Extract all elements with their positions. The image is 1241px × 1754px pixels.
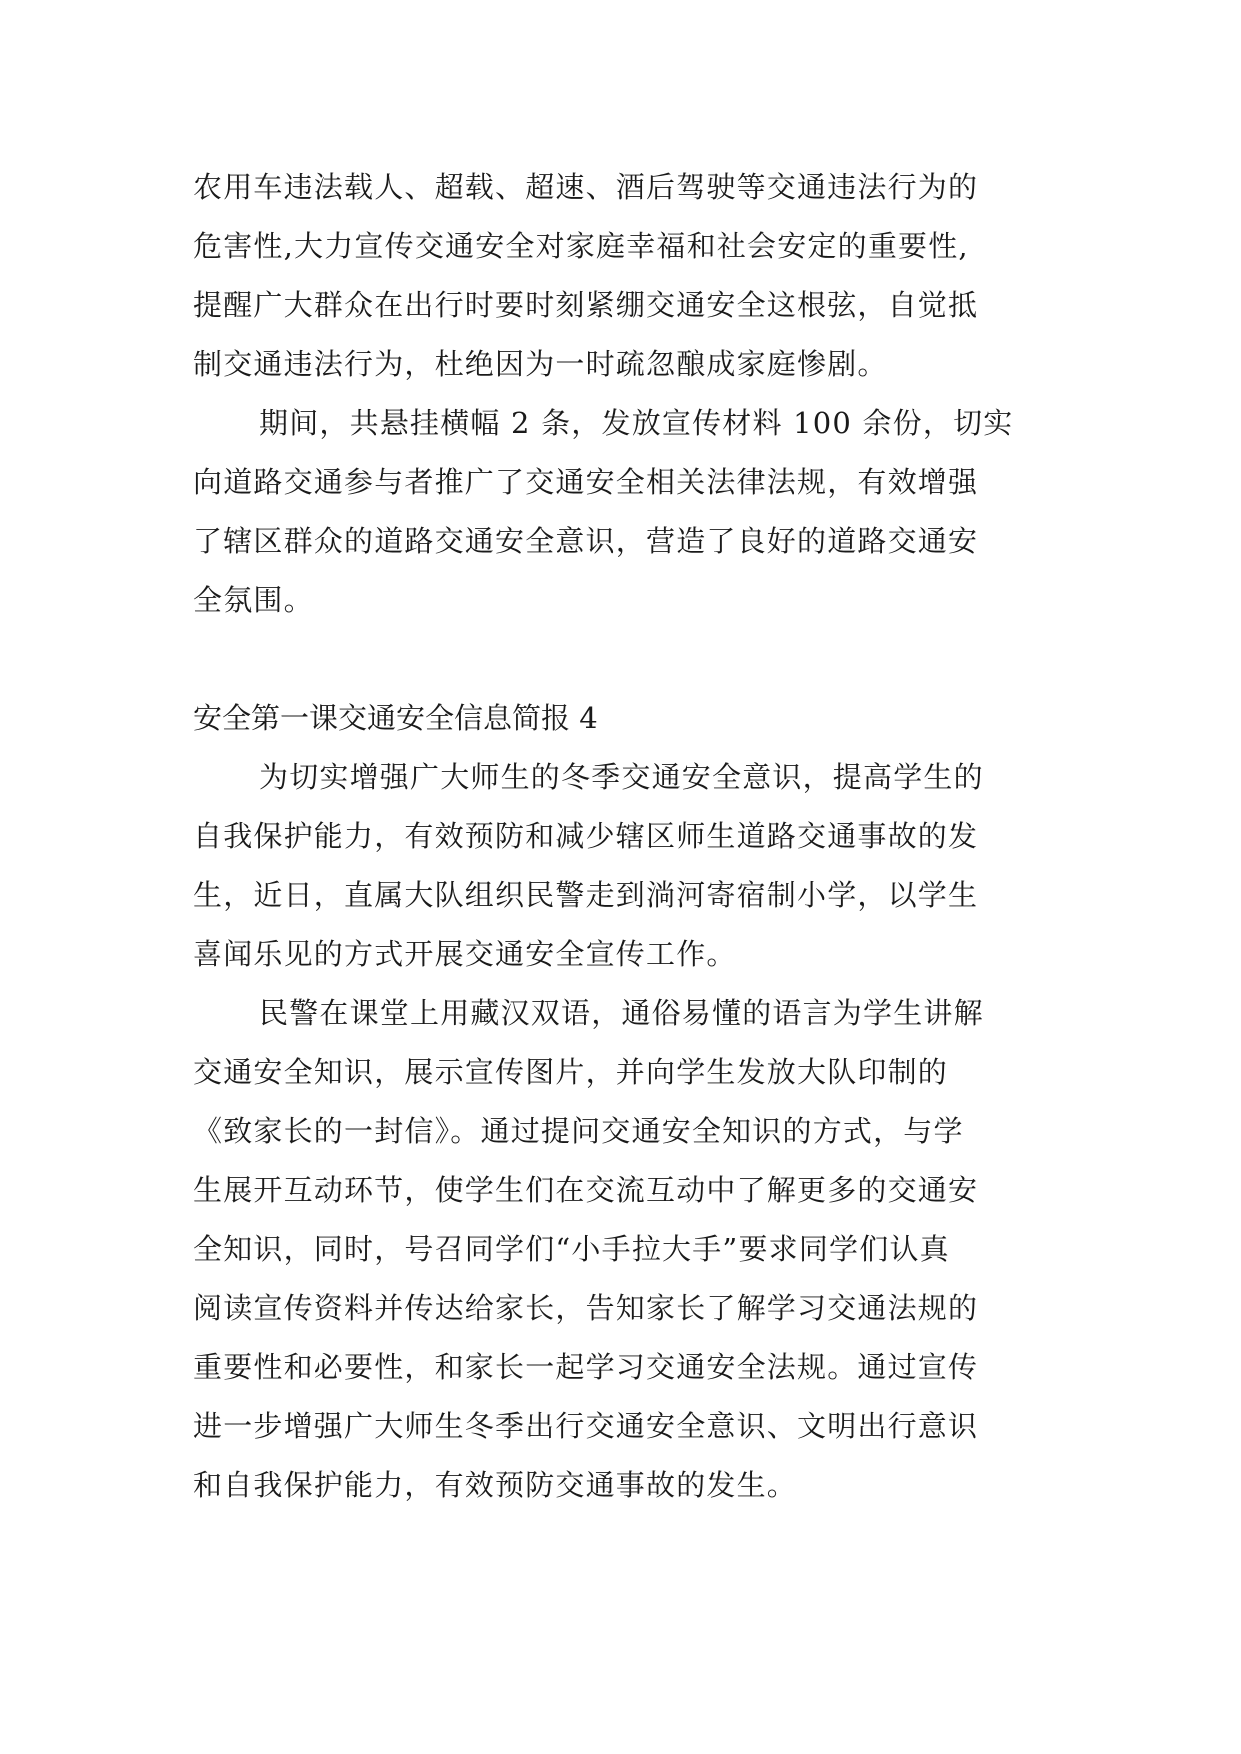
paragraph-continued — [193, 158, 1073, 394]
text-line: 向道路交通参与者推广了交通安全相关法律法规，有效增强 — [193, 465, 979, 499]
text-line: 《致家长的一封信》。通过提问交通安全知识的方式，与学 — [193, 1114, 964, 1148]
text-line: 期间，共悬挂横幅 2 条，发放宣传材料 100 余份，切实 — [259, 406, 1014, 440]
text-line: 为切实增强广大师生的冬季交通安全意识，提高学生的 — [259, 760, 984, 794]
text-line: 生展开互动环节，使学生们在交流互动中了解更多的交通安 — [193, 1173, 979, 1207]
text-line: 民警在课堂上用藏汉双语，通俗易懂的语言为学生讲解 — [259, 996, 984, 1030]
text-line: 重要性和必要性，和家长一起学习交通安全法规。通过宣传 — [193, 1350, 979, 1384]
document-body — [193, 158, 1073, 1515]
text-line: 全知识，同时，号召同学们“小手拉大手”要求同学们认真 — [193, 1232, 950, 1266]
paragraph — [193, 984, 1073, 1515]
text-line: 生，近日，直属大队组织民警走到淌河寄宿制小学，以学生 — [193, 878, 979, 912]
paragraph — [193, 394, 1073, 630]
section-title: 安全第一课交通安全信息简报 4 — [193, 701, 598, 735]
section-gap — [193, 630, 1073, 689]
text-line: 提醒广大群众在出行时要时刻紧绷交通安全这根弦，自觉抵 — [193, 288, 979, 322]
paragraph — [193, 748, 1073, 984]
text-line: 制交通违法行为，杜绝因为一时疏忽酿成家庭惨剧。 — [193, 347, 888, 381]
text-line: 交通安全知识，展示宣传图片，并向学生发放大队印制的 — [193, 1055, 949, 1089]
text-line: 危害性,大力宣传交通安全对家庭幸福和社会安定的重要性, — [193, 229, 969, 263]
text-line: 农用车违法载人、超载、超速、酒后驾驶等交通违法行为的 — [193, 170, 979, 204]
text-line: 阅读宣传资料并传达给家长，告知家长了解学习交通法规的 — [193, 1291, 979, 1325]
text-line: 了辖区群众的道路交通安全意识，营造了良好的道路交通安 — [193, 524, 979, 558]
text-line: 全氛围。 — [193, 583, 314, 617]
text-line: 自我保护能力，有效预防和减少辖区师生道路交通事故的发 — [193, 819, 979, 853]
text-line: 喜闻乐见的方式开展交通安全宣传工作。 — [193, 937, 737, 971]
text-line: 进一步增强广大师生冬季出行交通安全意识、文明出行意识 — [193, 1409, 979, 1443]
text-line: 和自我保护能力，有效预防交通事故的发生。 — [193, 1468, 798, 1502]
